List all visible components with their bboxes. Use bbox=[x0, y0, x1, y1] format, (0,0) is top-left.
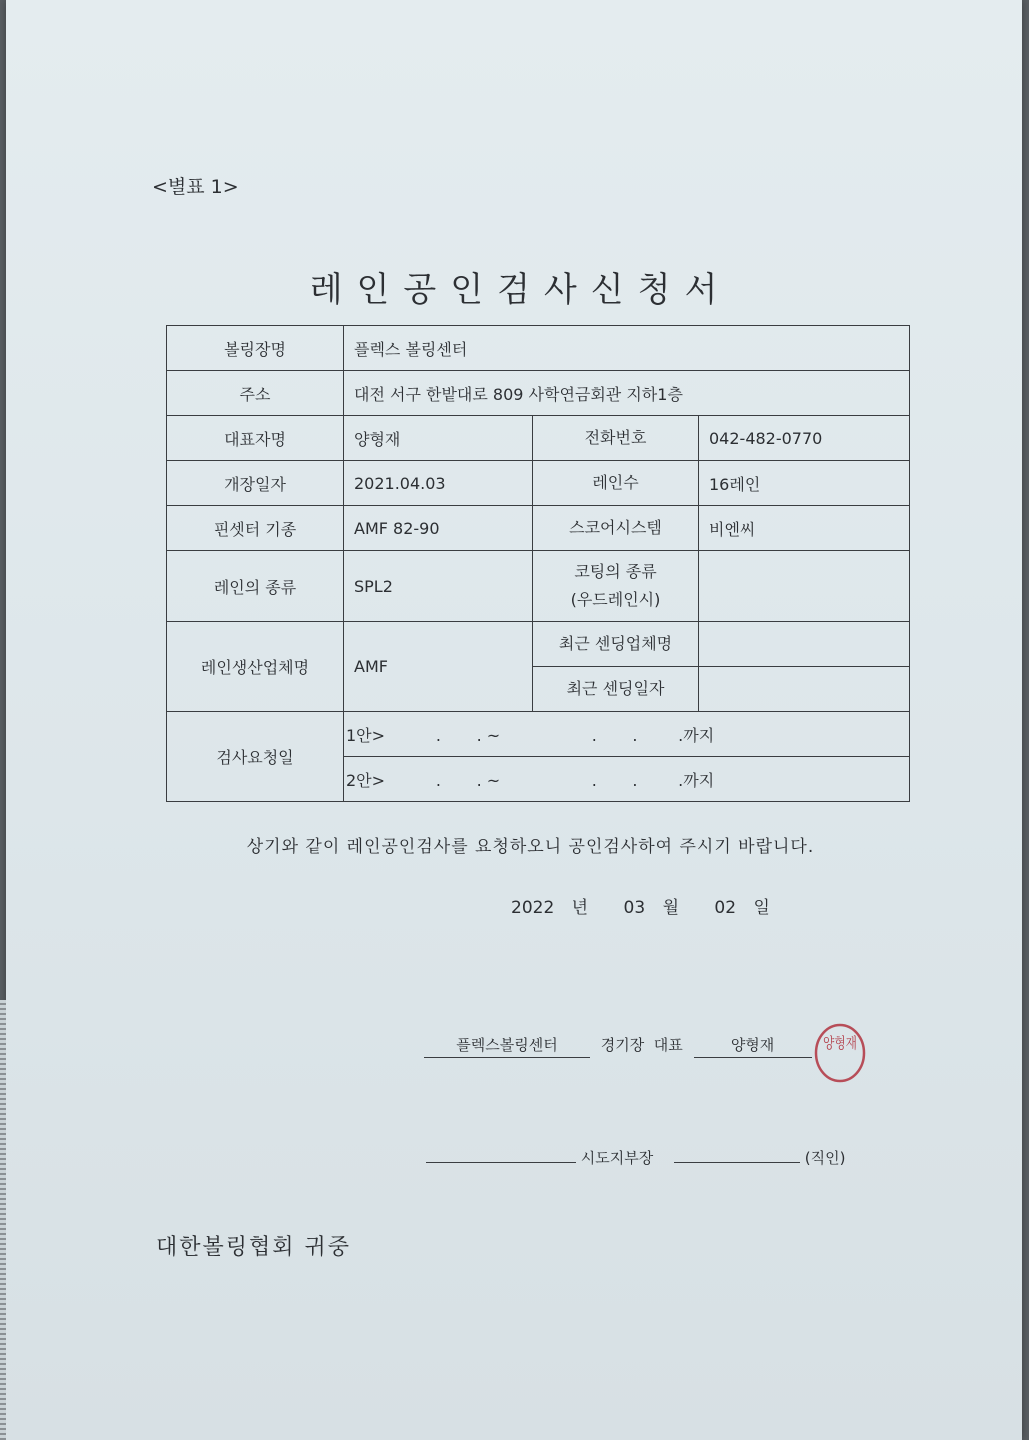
address-value: 대전 서구 한밭대로 809 사학연금회관 지하1층 bbox=[344, 371, 910, 416]
representative-label: 대표자명 bbox=[167, 416, 344, 461]
phone-label: 전화번호 bbox=[533, 416, 699, 461]
coating-type-label-line2: (우드레인시) bbox=[570, 590, 661, 609]
application-form-table bbox=[166, 325, 910, 802]
coating-type-label-line1: 코팅의 종류 bbox=[574, 562, 657, 581]
recipient: 대한볼링협회 귀중 bbox=[156, 1235, 352, 1260]
paper-edge-texture bbox=[0, 1000, 6, 1440]
pinsetter-label: 핀셋터 기종 bbox=[167, 506, 344, 551]
date-year: 2022 bbox=[511, 898, 555, 918]
table-row bbox=[167, 506, 910, 551]
table-row bbox=[167, 461, 910, 506]
recent-sanding-date-label: 최근 센딩일자 bbox=[533, 667, 699, 712]
branch-head-name-blank bbox=[674, 1144, 800, 1163]
coating-type-label bbox=[533, 551, 699, 622]
bowling-center-label: 볼링장명 bbox=[167, 326, 344, 371]
opening-date-value: 2021.04.03 bbox=[344, 461, 533, 506]
red-seal-stamp-icon bbox=[811, 1020, 869, 1086]
lane-count-value: 16레인 bbox=[699, 461, 910, 506]
table-row bbox=[167, 712, 910, 757]
document-title: 레인공인검사신청서 bbox=[309, 270, 732, 310]
lane-type-value: SPL2 bbox=[344, 551, 533, 622]
signature-center-name: 플렉스볼링센터 bbox=[424, 1034, 590, 1058]
opening-date-label: 개장일자 bbox=[167, 461, 344, 506]
lane-manufacturer-value: AMF bbox=[344, 622, 533, 712]
score-system-label: 스코어시스템 bbox=[533, 506, 699, 551]
request-note: 상기와 같이 레인공인검사를 요청하오니 공인검사하여 주시기 바랍니다. bbox=[246, 837, 815, 857]
inspection-option-1: 1안> . . ~ . . .까지 bbox=[344, 712, 910, 757]
phone-value: 042-482-0770 bbox=[699, 416, 910, 461]
address-label: 주소 bbox=[167, 371, 344, 416]
table-row bbox=[167, 326, 910, 371]
inspection-option-2: 2안> . . ~ . . .까지 bbox=[344, 757, 910, 802]
representative-value: 양형재 bbox=[344, 416, 533, 461]
table-row bbox=[167, 551, 910, 622]
stamp-text: 양형재 bbox=[823, 1034, 857, 1052]
annex-label: <별표 1> bbox=[152, 176, 239, 198]
signature-role: 경기장 대표 bbox=[600, 1036, 683, 1054]
pinsetter-value: AMF 82-90 bbox=[344, 506, 533, 551]
date-month-unit: 월 bbox=[662, 898, 679, 918]
table-row bbox=[167, 371, 910, 416]
date-day: 02 bbox=[714, 898, 737, 918]
branch-title: 시도지부장 bbox=[580, 1149, 654, 1167]
date-month: 03 bbox=[623, 898, 646, 918]
applicant-signature-line bbox=[424, 1034, 844, 1058]
recent-sanding-company-value bbox=[699, 622, 910, 667]
recent-sanding-company-label: 최근 센딩업체명 bbox=[533, 622, 699, 667]
lane-type-label: 레인의 종류 bbox=[167, 551, 344, 622]
table-row bbox=[167, 416, 910, 461]
date-year-unit: 년 bbox=[571, 898, 589, 918]
bowling-center-value: 플렉스 볼링센터 bbox=[344, 326, 910, 371]
branch-seal-note: (직인) bbox=[804, 1149, 846, 1167]
date-day-unit: 일 bbox=[753, 898, 770, 918]
score-system-value: 비엔씨 bbox=[699, 506, 910, 551]
table-row bbox=[167, 622, 910, 667]
branch-signature-line bbox=[426, 1144, 866, 1168]
lane-count-label: 레인수 bbox=[533, 461, 699, 506]
inspection-request-label: 검사요청일 bbox=[167, 712, 344, 802]
document-sheet bbox=[6, 0, 1022, 1440]
lane-manufacturer-label: 레인생산업체명 bbox=[167, 622, 344, 712]
branch-name-blank bbox=[426, 1144, 576, 1163]
application-date bbox=[511, 893, 782, 918]
signature-representative-name: 양형재 bbox=[694, 1034, 812, 1058]
coating-type-value bbox=[699, 551, 910, 622]
recent-sanding-date-value bbox=[699, 667, 910, 712]
